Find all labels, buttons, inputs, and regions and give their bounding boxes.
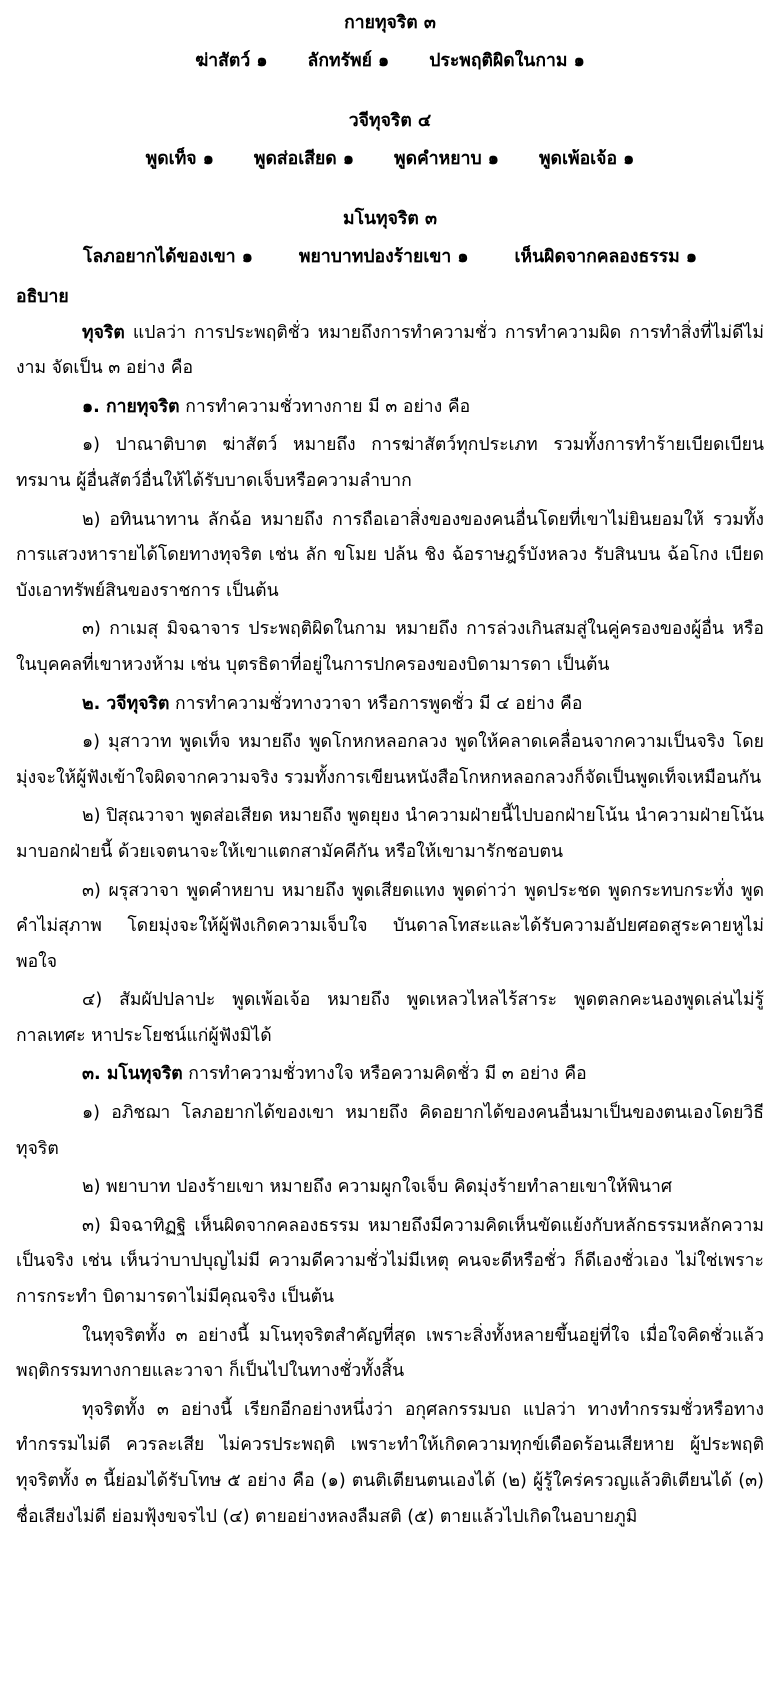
vaci-term-4: พูดเพ้อเจ้อ ๑ bbox=[538, 149, 635, 169]
explain-heading: อธิบาย bbox=[16, 287, 69, 307]
sec2-paragraph-4: ๔) สัมผัปปลาปะ พูดเพ้อเจ้อ หมายถึง พูดเหลวไหลไร้สาระ พูดตลกคะนองพูดเล่นไม่รู้กาลเทศะ หาประโยชน์แก่ผู้ฟังมิได้ bbox=[16, 990, 764, 1046]
sec1-text: การทำความชั่วทางกาย มี ๓ อย่าง คือ bbox=[179, 396, 471, 417]
sec3-paragraph-2: ๒) พยาบาท ปองร้ายเขา หมายถึง ความผูกใจเจ็บ คิดมุ่งร้ายทำลายเขาให้พินาศ bbox=[82, 1177, 673, 1198]
sec2-text: การทำความชั่วทางวาจา หรือการพูดชั่ว มี ๔ อย่าง คือ bbox=[169, 693, 583, 714]
conclusion-paragraph-2: ทุจริตทั้ง ๓ อย่างนี้ เรียกอีกอย่างหนึ่งว่า อกุศลกรรมบถ แปลว่า ทางทำกรรมชั่วหรือทางทำกรรมไม่ดี ควรละเสีย ไม่ควรประพฤติ เพราะทำให้เกิดความทุกข์เดือดร้อนเสียหาย ผู้ประพฤติทุจริตทั้ง ๓ นี้ย่อมได้รับโทษ ๕ อย่าง คือ (๑) ตนติเตียนตนเองได้ (๒) ผู้รู้ใคร่ครวญแล้วติเตียนได้ (๓) ชื่อเสียงไม่ดี ย่อมฟุ้งขจรไป (๔) ตายอย่างหลงลืมสติ (๕) ตายแล้วไปเกิดในอบายภูมิ bbox=[16, 1399, 764, 1527]
sec3-text: การทำความชั่วทางใจ หรือความคิดชั่ว มี ๓ อย่าง คือ bbox=[182, 1064, 587, 1085]
mano-term-1: โลภอยากได้ของเขา ๑ bbox=[83, 247, 253, 267]
kaya-term-2: ลักทรัพย์ ๑ bbox=[307, 51, 390, 71]
kaya-title: กายทุจริต ๓ bbox=[344, 13, 436, 33]
kaya-summary bbox=[16, 4, 764, 80]
mano-title: มโนทุจริต ๓ bbox=[342, 209, 437, 229]
kaya-term-1: ฆ่าสัตว์ ๑ bbox=[195, 51, 268, 71]
vaci-term-1: พูดเท็จ ๑ bbox=[145, 149, 214, 169]
vaci-term-2: พูดส่อเสียด ๑ bbox=[253, 149, 355, 169]
sec2-paragraph-2: ๒) ปิสุณวาจา พูดส่อเสียด หมายถึง พูดยุยง นำความฝ่ายนี้ไปบอกฝ่ายโน้น นำความฝ่ายโน้นมาบอกฝ่ายนี้ ด้วยเจตนาจะให้เขาแตกสามัคคีกัน หรือให้เขามารักชอบตน bbox=[16, 806, 764, 862]
sec2-paragraph-1: ๑) มุสาวาท พูดเท็จ หมายถึง พูดโกหกหลอกลวง พูดให้คลาดเคลื่อนจากความเป็นจริง โดยมุ่งจะให้ผู้ฟังเข้าใจผิดจากความจริง รวมทั้งการเขียนหนังสือโกหกหลอกลวงก็จัดเป็นพูดเท็จเหมือนกัน bbox=[16, 732, 764, 788]
mano-term-3: เห็นผิดจากคลองธรรม ๑ bbox=[514, 247, 697, 267]
kaya-term-3: ประพฤติผิดในกาม ๑ bbox=[429, 51, 585, 71]
vaci-terms bbox=[16, 140, 764, 178]
sec1-heading bbox=[16, 390, 764, 426]
vaci-title: วจีทุจริต ๔ bbox=[348, 111, 432, 131]
sec3-term: ๓. มโนทุจริต bbox=[82, 1064, 183, 1085]
sec2-heading bbox=[16, 687, 764, 723]
mano-term-2: พยาบาทปองร้ายเขา ๑ bbox=[298, 247, 469, 267]
vaci-summary bbox=[16, 102, 764, 178]
sec2-term: ๒. วจีทุจริต bbox=[82, 693, 170, 714]
kaya-terms bbox=[16, 42, 764, 80]
sec1-paragraph-3: ๓) กาเมสุ มิจฉาจาร ประพฤติผิดในกาม หมายถึง การล่วงเกินสมสู่ในคู่ครองของผู้อื่น หรือในบุคคลที่เขาหวงห้าม เช่น บุตรธิดาที่อยู่ในการปกครองของบิดามารดา เป็นต้น bbox=[16, 619, 764, 675]
sec3-paragraph-1: ๑) อภิชฌา โลภอยากได้ของเขา หมายถึง คิดอยากได้ของคนอื่นมาเป็นของตนเองโดยวิธีทุจริต bbox=[16, 1103, 764, 1159]
sec2-paragraph-3: ๓) ผรุสวาจา พูดคำหยาบ หมายถึง พูดเสียดแทง พูดด่าว่า พูดประชด พูดกระทบกระทั่ง พูดคำไม่สุภาพ โดยมุ่งจะให้ผู้ฟังเกิดความเจ็บใจ บันดาลโทสะและได้รับความอัปยศอดสูระคายหูไม่พอใจ bbox=[16, 880, 764, 972]
sec1-term: ๑. กายทุจริต bbox=[82, 396, 180, 417]
sec3-paragraph-3: ๓) มิจฉาทิฏฐิ เห็นผิดจากคลองธรรม หมายถึงมีความคิดเห็นขัดแย้งกับหลักธรรมหลักความเป็นจริง เช่น เห็นว่าบาปบุญไม่มี ความดีความชั่วไม่มีเหตุ คนจะดีหรือชั่ว ก็ดีเองชั่วเอง ไม่ใช่เพราะการกระทำ บิดามารดาไม่มีคุณจริง เป็นต้น bbox=[16, 1215, 764, 1308]
sec3-heading bbox=[16, 1057, 764, 1093]
mano-terms bbox=[16, 238, 764, 276]
intro-term: ทุจริต bbox=[82, 322, 125, 343]
sec1-paragraph-1: ๑) ปาณาติบาต ฆ่าสัตว์ หมายถึง การฆ่าสัตว์ทุกประเภท รวมทั้งการทำร้ายเบียดเบียน ทรมาน ผู้อื่นสัตว์อื่นให้ได้รับบาดเจ็บหรือความลำบาก bbox=[16, 435, 764, 491]
sec1-paragraph-2: ๒) อทินนาทาน ลักฉ้อ หมายถึง การถือเอาสิ่งของของคนอื่นโดยที่เขาไม่ยินยอมให้ รวมทั้งการแสวงหารายได้โดยทางทุจริต เช่น ลัก ขโมย ปล้น ชิง ฉ้อราษฎร์บังหลวง รับสินบน ฉ้อโกง เบียดบังเอาทรัพย์สินของราชการ เป็นต้น bbox=[16, 509, 764, 601]
intro-text: แปลว่า การประพฤติชั่ว หมายถึงการทำความชั่ว การทำความผิด การทำสิ่งที่ไม่ดีไม่งาม จัดเป็น ๓ อย่าง คือ bbox=[16, 322, 764, 379]
conclusion-paragraph-1: ในทุจริตทั้ง ๓ อย่างนี้ มโนทุจริตสำคัญที่สุด เพราะสิ่งทั้งหลายขึ้นอยู่ที่ใจ เมื่อใจคิดชั่วแล้ว พฤติกรรมทางกายและวาจา ก็เป็นไปในทางชั่วทั้งสิ้น bbox=[16, 1325, 764, 1382]
vaci-term-3: พูดคำหยาบ ๑ bbox=[394, 149, 499, 169]
mano-summary bbox=[16, 200, 764, 276]
intro-paragraph bbox=[16, 316, 764, 387]
